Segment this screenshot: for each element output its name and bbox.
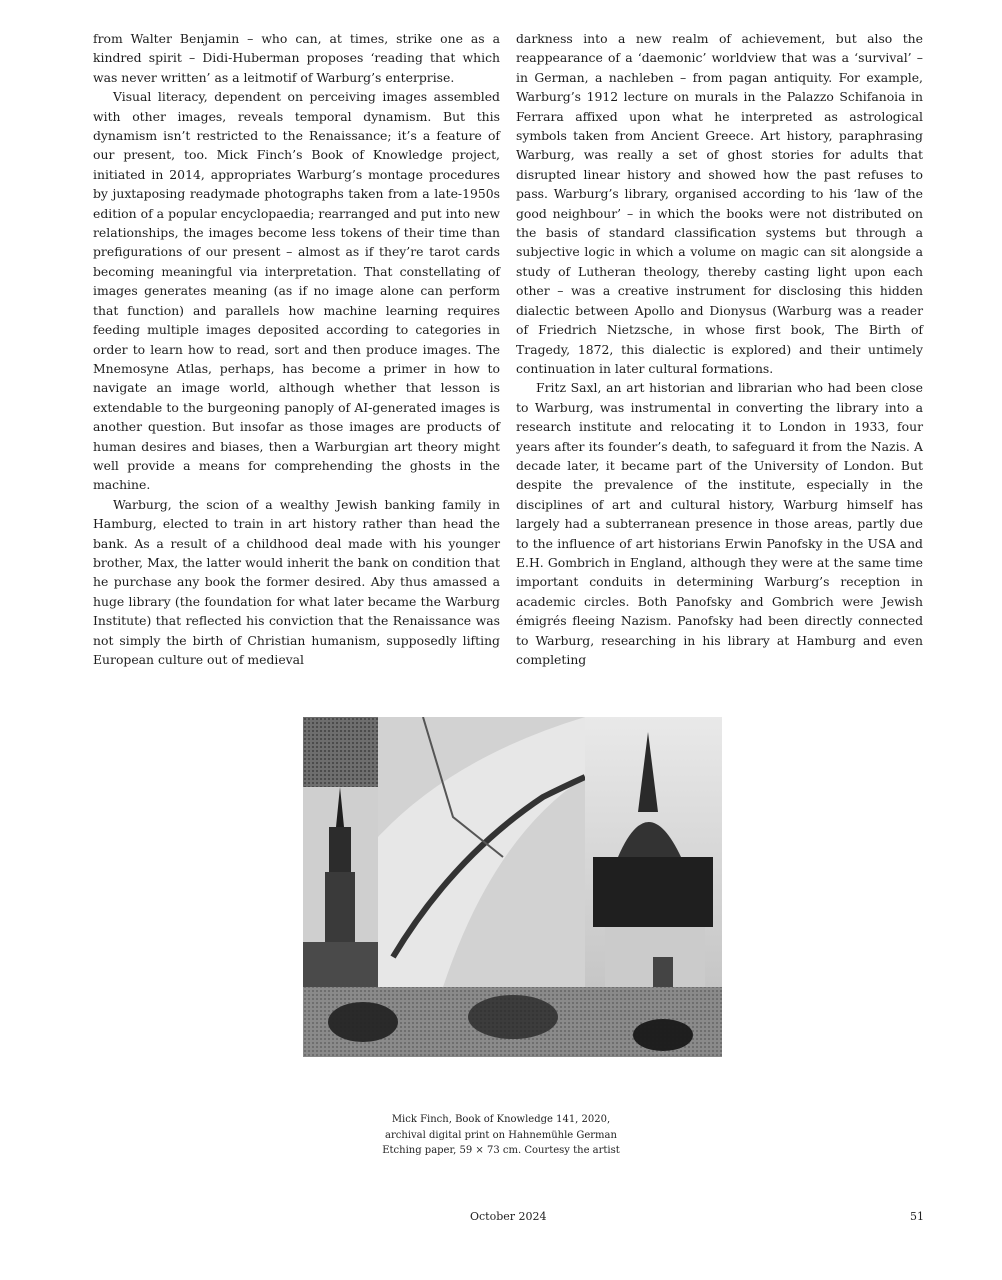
caption-line: archival digital print on Hahnemühle German: [385, 1129, 617, 1141]
caption-line: Etching paper, 59 × 73 cm. Courtesy the artist: [382, 1145, 620, 1156]
collage-illustration: [303, 717, 722, 1057]
paragraph: Fritz Saxl, an art historian and librarian who had been close to Warburg, was instrumental in converting the library into a research institute and relocating it to London in 1933, four years after its founder’s death, to safeguard it from the Nazis. A decade later, it became part of the University of London. But despite the prevalence of the institute, especially in the disciplines of art and cultural history, Warburg himself has largely had a subterranean presence in those areas, partly due to the influence of art historians Erwin Panofsky in the USA and E.H. Gombrich in England, although they were at the same time important conduits in determining Warburg’s reception in academic circles. Both Panofsky and Gombrich were Jewish émigrés fleeing Nazism. Panofsky had been directly connected to Warburg, researching in his library at Hamburg and even completing: [516, 380, 923, 667]
paragraph: Warburg, the scion of a wealthy Jewish banking family in Hamburg, elected to train in art history rather than head the bank. As a result of a childhood deal made with his younger brother, Max, the latter would inherit the bank on condition that he purchase any book the former desired. Aby thus amassed a huge library (the foundation for what later became the Warburg Institute) that reflected his conviction that the Renaissance was not simply the birth of Christian humanism, supposedly lifting European culture out of medieval: [93, 496, 500, 667]
right-text-column: [516, 29, 923, 669]
paragraph: darkness into a new realm of achievement, but also the reappearance of a ‘daemonic’ worldview that was a ‘survival’ – in German, a nachleben – from pagan antiquity. For example, Warburg’s 1912 lecture on murals in the Palazzo Schifanoia in Ferrara affixed upon what he interpreted as astrological symbols taken from Ancient Greece. Art history, paraphrasing Warburg, was really a set of ghost stories for adults that disrupted linear history and showed how the past refuses to pass. Warburg’s library, organised according to his ‘law of the good neighbour’ – in which the books were not distributed on the basis of standard classification systems but through a subjective logic in which a volume on magic can sit alongside a study of Lutheran theology, thereby casting light upon each other – was a creative instrument for disclosing this hidden dialectic between Apollo and Dionysus (Warburg was a reader of Friedrich Nietzsche, in whose first book, The Birth of Tragedy, 1872, this dialectic is explored) and their untimely continuation in later cultural formations.: [516, 31, 923, 376]
caption-line: Mick Finch, Book of Knowledge 141, 2020,: [391, 1114, 611, 1125]
left-text-column: [93, 29, 500, 669]
artwork-image: [303, 717, 722, 1057]
figure-caption: [330, 1112, 672, 1159]
paragraph: from Walter Benjamin – who can, at times, strike one as a kindred spirit – Didi-Huberman proposes ‘reading that which was never written’ as a leitmotif of Warburg’s enterprise.: [93, 31, 500, 85]
issue-date: October 2024: [470, 1210, 547, 1223]
paragraph: Visual literacy, dependent on perceiving images assembled with other images, reveals temporal dynamism. But this dynamism isn’t restricted to the Renaissance; it’s a feature of our present, too. Mick Finch’s Book of Knowledge project, initiated in 2014, appropriates Warburg’s montage procedures by juxtaposing readymade photographs taken from a late-1950s edition of a popular encyclopaedia; rearranged and put into new relationships, the images become less tokens of their time than prefigurations of our present – almost as if they’re tarot cards becoming meaningful via interpretation. That constellating of images generates meaning (as if no image alone can perform that function) and parallels how machine learning requires feeding multiple images deposited according to categories in order to learn how to read, sort and then produce images. The Mnemosyne Atlas, perhaps, has become a primer in how to navigate an image world, although whether that lesson is extendable to the burgeoning panoply of AI-generated images is another question. But insofar as those images are products of human desires and biases, then a Warburgian art theory might well provide a means for comprehending the ghosts in the machine.: [93, 89, 500, 493]
page-number: 51: [910, 1210, 924, 1223]
